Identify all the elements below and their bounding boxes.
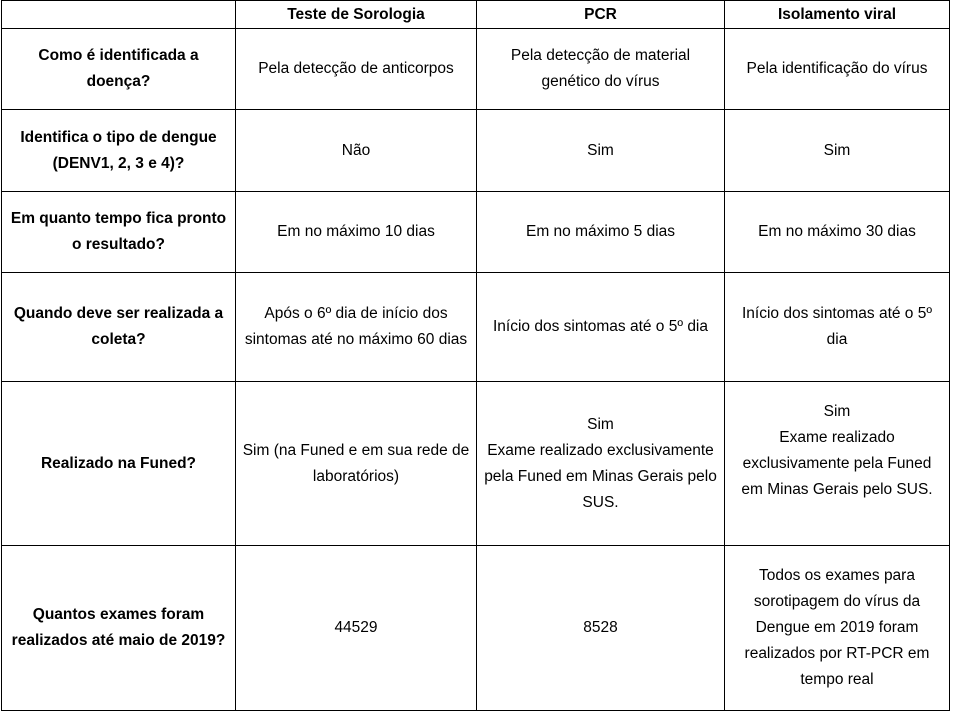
cell-serologia: Sim (na Funed e em sua rede de laboratórios) bbox=[236, 382, 477, 546]
cell-pcr: 8528 bbox=[477, 546, 725, 711]
table-row bbox=[2, 546, 950, 711]
cell-isolamento bbox=[725, 382, 950, 546]
cell-pcr: Pela detecção de material genético do vírus bbox=[477, 29, 725, 110]
cell-pcr: Início dos sintomas até o 5º dia bbox=[477, 273, 725, 382]
cell-isolamento: Sim bbox=[725, 110, 950, 192]
cell-isolamento-line2: Exame realizado exclusivamente pela Funed em Minas Gerais pelo SUS. bbox=[741, 429, 933, 498]
comparison-table-wrapper bbox=[1, 0, 949, 710]
table-row bbox=[2, 192, 950, 273]
cell-isolamento-line1: Sim bbox=[823, 403, 851, 420]
cell-pcr: Em no máximo 5 dias bbox=[477, 192, 725, 273]
row-question: Identifica o tipo de dengue (DENV1, 2, 3 e 4)? bbox=[2, 110, 236, 192]
cell-isolamento: Todos os exames para sorotipagem do vírus da Dengue em 2019 foram realizados por RT-PCR em tempo real bbox=[725, 546, 950, 711]
header-isolamento: Isolamento viral bbox=[725, 1, 950, 29]
cell-pcr bbox=[477, 382, 725, 546]
table-row bbox=[2, 110, 950, 192]
table-row bbox=[2, 29, 950, 110]
cell-serologia: Em no máximo 10 dias bbox=[236, 192, 477, 273]
row-question: Quantos exames foram realizados até maio de 2019? bbox=[2, 546, 236, 711]
row-question: Em quanto tempo fica pronto o resultado? bbox=[2, 192, 236, 273]
table-row bbox=[2, 273, 950, 382]
header-empty-cell bbox=[2, 1, 236, 29]
cell-isolamento: Pela identificação do vírus bbox=[725, 29, 950, 110]
header-pcr: PCR bbox=[477, 1, 725, 29]
cell-serologia: 44529 bbox=[236, 546, 477, 711]
table-header-row bbox=[2, 1, 950, 29]
cell-serologia: Não bbox=[236, 110, 477, 192]
row-question: Quando deve ser realizada a coleta? bbox=[2, 273, 236, 382]
cell-pcr: Sim bbox=[477, 110, 725, 192]
table-row bbox=[2, 382, 950, 546]
cell-serologia: Pela detecção de anticorpos bbox=[236, 29, 477, 110]
cell-isolamento: Início dos sintomas até o 5º dia bbox=[725, 273, 950, 382]
cell-serologia: Após o 6º dia de início dos sintomas até no máximo 60 dias bbox=[236, 273, 477, 382]
dengue-test-comparison-table bbox=[1, 0, 950, 711]
row-question: Realizado na Funed? bbox=[2, 382, 236, 546]
cell-pcr-line1: Sim bbox=[587, 415, 614, 433]
cell-pcr-line2: Exame realizado exclusivamente pela Funed em Minas Gerais pelo SUS. bbox=[484, 441, 717, 511]
row-question: Como é identificada a doença? bbox=[2, 29, 236, 110]
cell-isolamento: Em no máximo 30 dias bbox=[725, 192, 950, 273]
header-serologia: Teste de Sorologia bbox=[236, 1, 477, 29]
